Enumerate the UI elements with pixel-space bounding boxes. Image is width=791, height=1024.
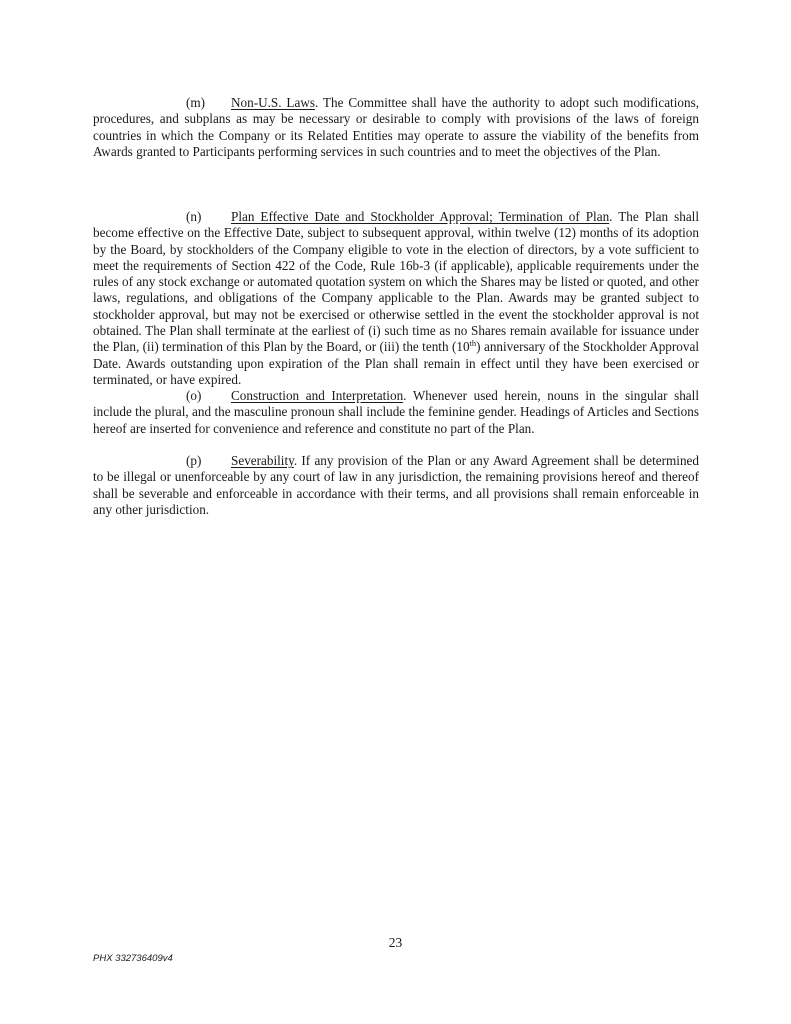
section-m-heading: Non-U.S. Laws bbox=[231, 95, 315, 110]
ordinal-superscript: th bbox=[469, 338, 477, 349]
section-p-paragraph bbox=[93, 453, 699, 518]
section-o-label: (o) bbox=[186, 388, 202, 403]
document-id: PHX 332736409v4 bbox=[93, 953, 173, 964]
section-p-text: . If any provision of the Plan or any Award Agreement shall be determined to be illegal or unenforceable by any court of law in any jurisdiction, the remaining provisions hereof and thereof shall be severable and enforceable in accordance with their terms, and all provisions shall remain enforceable in any other jurisdiction. bbox=[93, 453, 699, 517]
section-m-label: (m) bbox=[186, 95, 206, 110]
section-o-heading: Construction and Interpretation bbox=[231, 388, 404, 403]
section-o-text: . Whenever used herein, nouns in the singular shall include the plural, and the masculine pronoun shall include the feminine gender. Headings of Articles and Sections hereof are inserted for convenience and reference and constitute no part of the Plan. bbox=[93, 388, 699, 436]
section-m-text: . The Committee shall have the authority to adopt such modifications, procedures, and subplans as may be necessary or desirable to comply with provisions of the laws of foreign countries in which the Company or its Related Entities may operate to assure the viability of the benefits from Awards granted to Participants performing services in such countries and to meet the objectives of the Plan. bbox=[93, 95, 699, 159]
section-o-paragraph bbox=[93, 388, 699, 437]
page-number: 23 bbox=[388, 935, 403, 950]
section-n-text: . The Plan shall become effective on the Effective Date, subject to subsequent approval, within twelve (12) months of its adoption by the Board, by stockholders of the Company eligible to vote in the election of directors, by a vote sufficient to meet the requirements of Section 422 of the Code, Rule 16b-3 (if applicable), applicable requirements under the rules of any stock exchange or automated quotation system on which the Shares may be listed or quoted, and other laws, regulations, and obligations of the Company applicable to the Plan. Awards may be granted subject to stockholder approval, but may not be exercised or otherwise settled in the event the stockholder approval is not obtained. The Plan shall terminate at the earliest of (i) such time as no Shares remain available for issuance under the Plan, (ii) termination of this Plan by the Board, or (iii) the tenth (10 bbox=[93, 209, 699, 355]
section-p-heading: Severability bbox=[231, 453, 294, 468]
section-n-text-continued: ) anniversary of the Stockholder Approval Date. Awards outstanding upon expiration of the Plan shall remain in effect until they have been exercised or terminated, or have expired. bbox=[93, 339, 700, 387]
section-p-label: (p) bbox=[186, 453, 202, 468]
section-n-paragraph bbox=[93, 209, 699, 388]
section-m-paragraph bbox=[93, 95, 699, 160]
section-n-label: (n) bbox=[186, 209, 202, 224]
section-n-heading: Plan Effective Date and Stockholder Approval; Termination of Plan bbox=[231, 209, 610, 224]
